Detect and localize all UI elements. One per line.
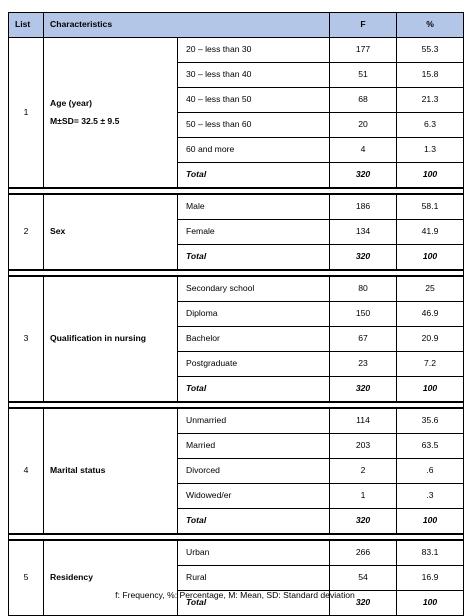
- frequency-cell: 150: [330, 302, 397, 327]
- header-characteristics: Characteristics: [44, 13, 330, 38]
- list-number: 4: [9, 408, 44, 534]
- frequency-cell: 186: [330, 194, 397, 220]
- table-row: [9, 276, 464, 302]
- frequency-cell: 320: [330, 377, 397, 403]
- frequency-cell: 320: [330, 591, 397, 616]
- category-cell: 20 – less than 30: [178, 38, 330, 63]
- category-cell: Rural: [178, 566, 330, 591]
- percent-cell: 100: [397, 245, 464, 271]
- percent-cell: 100: [397, 377, 464, 403]
- category-cell: Total: [178, 509, 330, 535]
- percent-cell: 63.5: [397, 434, 464, 459]
- frequency-cell: 203: [330, 434, 397, 459]
- frequency-cell: 320: [330, 509, 397, 535]
- percent-cell: 46.9: [397, 302, 464, 327]
- table-body: [9, 38, 464, 616]
- frequency-cell: 320: [330, 245, 397, 271]
- group-label: [44, 540, 178, 616]
- category-cell: Urban: [178, 540, 330, 566]
- frequency-cell: 68: [330, 88, 397, 113]
- category-cell: 50 – less than 60: [178, 113, 330, 138]
- header-percent: %: [397, 13, 464, 38]
- group-name: Marital status: [50, 465, 106, 476]
- group-name: Residency: [50, 572, 93, 583]
- percent-cell: 7.2: [397, 352, 464, 377]
- percent-cell: 20.9: [397, 327, 464, 352]
- header-frequency: F: [330, 13, 397, 38]
- list-number: 1: [9, 38, 44, 189]
- frequency-cell: 1: [330, 484, 397, 509]
- category-cell: Total: [178, 245, 330, 271]
- percent-cell: 100: [397, 509, 464, 535]
- category-cell: Married: [178, 434, 330, 459]
- group-name: Age (year): [50, 98, 93, 109]
- frequency-cell: 80: [330, 276, 397, 302]
- frequency-cell: 67: [330, 327, 397, 352]
- category-cell: 60 and more: [178, 138, 330, 163]
- category-cell: Total: [178, 591, 330, 616]
- list-number: 3: [9, 276, 44, 402]
- percent-cell: 1.3: [397, 138, 464, 163]
- category-cell: Diploma: [178, 302, 330, 327]
- category-cell: Male: [178, 194, 330, 220]
- frequency-cell: 23: [330, 352, 397, 377]
- group-subtitle: M±SD= 32.5 ± 9.5: [50, 115, 120, 126]
- category-cell: Secondary school: [178, 276, 330, 302]
- category-cell: Divorced: [178, 459, 330, 484]
- category-cell: Widowed/er: [178, 484, 330, 509]
- category-cell: Postgraduate: [178, 352, 330, 377]
- group-label: [44, 194, 178, 270]
- frequency-cell: 320: [330, 163, 397, 189]
- percent-cell: 6.3: [397, 113, 464, 138]
- group-name: Sex: [50, 226, 66, 237]
- category-cell: Total: [178, 377, 330, 403]
- table-footnote: f: Frequency, %: Percentage, M: Mean, SD: Standard deviation: [115, 590, 355, 600]
- group-label: [44, 38, 178, 189]
- category-cell: Total: [178, 163, 330, 189]
- percent-cell: 25: [397, 276, 464, 302]
- frequency-cell: 114: [330, 408, 397, 434]
- percent-cell: 15.8: [397, 63, 464, 88]
- category-cell: 40 – less than 50: [178, 88, 330, 113]
- category-cell: Bachelor: [178, 327, 330, 352]
- table-row: [9, 540, 464, 566]
- header-list: List: [9, 13, 44, 38]
- percent-cell: 21.3: [397, 88, 464, 113]
- percent-cell: 41.9: [397, 220, 464, 245]
- percent-cell: .6: [397, 459, 464, 484]
- percent-cell: 100: [397, 591, 464, 616]
- group-label: [44, 276, 178, 402]
- table-row: [9, 38, 464, 63]
- category-cell: Unmarried: [178, 408, 330, 434]
- frequency-cell: 54: [330, 566, 397, 591]
- frequency-cell: 134: [330, 220, 397, 245]
- frequency-cell: 177: [330, 38, 397, 63]
- category-cell: 30 – less than 40: [178, 63, 330, 88]
- percent-cell: 100: [397, 163, 464, 189]
- percent-cell: 55.3: [397, 38, 464, 63]
- group-label: [44, 408, 178, 534]
- demographics-table: [8, 12, 464, 616]
- list-number: 2: [9, 194, 44, 270]
- table-row: [9, 408, 464, 434]
- frequency-cell: 4: [330, 138, 397, 163]
- group-name: Qualification in nursing: [50, 333, 146, 344]
- percent-cell: 58.1: [397, 194, 464, 220]
- frequency-cell: 2: [330, 459, 397, 484]
- table-row: [9, 194, 464, 220]
- frequency-cell: 266: [330, 540, 397, 566]
- percent-cell: 16.9: [397, 566, 464, 591]
- category-cell: Female: [178, 220, 330, 245]
- list-number: 5: [9, 540, 44, 616]
- table-header-row: [9, 13, 464, 38]
- frequency-cell: 51: [330, 63, 397, 88]
- percent-cell: 83.1: [397, 540, 464, 566]
- percent-cell: .3: [397, 484, 464, 509]
- percent-cell: 35.6: [397, 408, 464, 434]
- frequency-cell: 20: [330, 113, 397, 138]
